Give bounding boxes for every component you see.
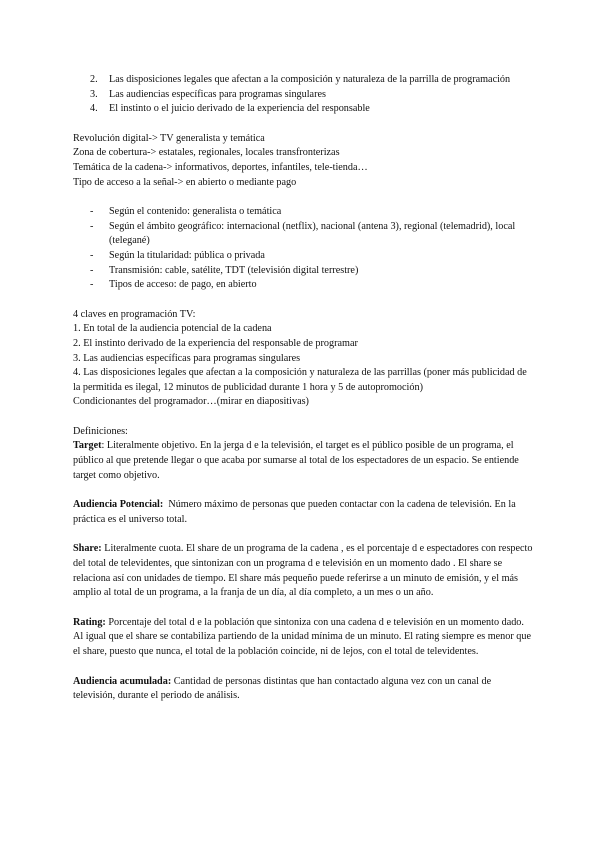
classification-list xyxy=(73,205,533,293)
definition-target xyxy=(73,439,533,483)
definition-text: Cantidad de personas distintas que han contactado alguna vez con un canal de televisión, durante el periodo de análisis. xyxy=(73,675,492,702)
list-text: Las audiencias específicas para programas singulares xyxy=(109,88,326,100)
list-dash: - xyxy=(90,279,94,291)
list-number: 4. xyxy=(90,103,98,115)
definition-text: Porcentaje del total d e la población que sintoniza con una cadena d e televisión en un momento dado. Al igual que el share se contabiliza partiendo de la unidad mínima de un minuto. El rating siempre es menor que el share, puesto que nunca, el total de la población coincide, ni de lejos, con el total de televidentes. xyxy=(73,616,532,657)
definition-term: Rating: xyxy=(73,616,106,628)
list-text: El instinto o el juicio derivado de la experiencia del responsable xyxy=(109,103,370,115)
section-heading: Definiciones: xyxy=(73,425,128,437)
text-line: Zona de cobertura-> estatales, regionales, locales transfronterizas xyxy=(73,147,340,159)
definition-term: Share: xyxy=(73,543,102,555)
list-number: 2. xyxy=(90,74,98,85)
document-body xyxy=(73,73,533,704)
list-item xyxy=(73,205,533,220)
definition-share xyxy=(73,542,533,600)
digital-revolution-block xyxy=(73,132,533,190)
definition-separator: : xyxy=(101,440,107,452)
list-item xyxy=(73,249,533,264)
text-line: Tipo de acceso a la señal-> en abierto o mediante pago xyxy=(73,176,297,188)
list-item xyxy=(73,102,533,117)
definition-term: Audiencia Potencial: xyxy=(73,499,164,511)
list-item xyxy=(73,73,533,88)
definition-text: Literalmente cuota. El share de un programa de la cadena , es el porcentaje d e espectadores con respecto del total de televidentes, que sintonizan con un programa d e televisión en un momento dado . El share se relaciona así con unidades de tiempo. El share más pequeño puede referirse a un minuto de emisión, y el más amplio al total de un programa, a la franja de un día, al día completo, a un mes o un año. xyxy=(73,543,533,599)
list-dash: - xyxy=(90,249,94,261)
definition-text: Número máximo de personas que pueden contactar con la cadena de televisión. En la práctica es el universo total. xyxy=(73,499,516,525)
list-text: Según el ámbito geográfico: internacional (netflix), nacional (antena 3), regional (telemadrid), local (telegané) xyxy=(109,220,516,247)
section-heading: 4 claves en programación TV: xyxy=(73,308,196,320)
list-item xyxy=(73,220,533,249)
text-line: 1. En total de la audiencia potencial de la cadena xyxy=(73,323,272,335)
list-item xyxy=(73,88,533,103)
list-dash: - xyxy=(90,206,94,218)
text-line: 4. Las disposiciones legales que afectan a la composición y naturaleza de las parrillas (poner más publicidad de la permitida es ilegal, 12 minutos de publicidad durante 1 hora y 5 de autopromoción) xyxy=(73,367,527,393)
list-text: Según la titularidad: pública o privada xyxy=(109,249,265,261)
definition-audiencia-potencial xyxy=(73,498,533,527)
list-number: 3. xyxy=(90,88,98,100)
text-line: Temática de la cadena-> informativos, deportes, infantiles, tele-tienda… xyxy=(73,161,368,173)
text-line: 2. El instinto derivado de la experiencia del responsable de programar xyxy=(73,337,358,349)
list-text: Transmisión: cable, satélite, TDT (televisión digital terrestre) xyxy=(109,264,359,276)
text-line: Condicionantes del programador…(mirar en diapositivas) xyxy=(73,396,309,408)
definition-text: Literalmente objetivo. En la jerga d e la televisión, el target es el público posible de un programa, el público al que pretende llegar o que acaba por sumarse al total de los espectadores de un espacio. Se entiende target como objetivo. xyxy=(73,440,519,481)
list-item xyxy=(73,278,533,293)
list-dash: - xyxy=(90,264,94,276)
list-dash: - xyxy=(90,220,94,232)
list-item xyxy=(73,264,533,279)
programming-keys-block xyxy=(73,308,533,410)
text-line: 3. Las audiencias específicas para programas singulares xyxy=(73,352,301,364)
text-line: Revolución digital-> TV generalista y temática xyxy=(73,132,265,144)
definition-rating xyxy=(73,616,533,660)
programming-factors-list xyxy=(73,73,533,117)
definition-term: Target xyxy=(73,440,102,452)
list-text: Las disposiciones legales que afectan a la composición y naturaleza de la parrilla de programación xyxy=(109,74,511,85)
definitions-block xyxy=(73,425,533,704)
list-text: Según el contenido: generalista o temática xyxy=(109,206,282,218)
definition-audiencia-acumulada xyxy=(73,675,533,704)
list-text: Tipos de acceso: de pago, en abierto xyxy=(109,279,257,291)
definition-term: Audiencia acumulada: xyxy=(73,675,172,687)
